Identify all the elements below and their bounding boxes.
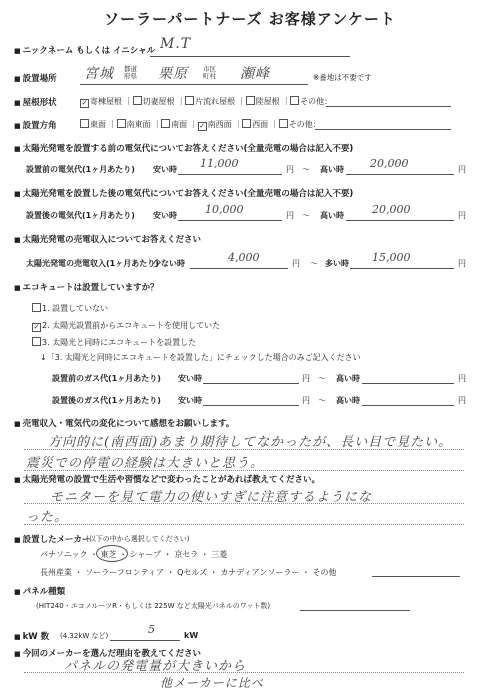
after-low-value[interactable]: 10,000 — [205, 203, 244, 216]
maker-other-line — [372, 576, 460, 577]
lifestyle-rule-1 — [24, 503, 464, 504]
lifestyle-line-1[interactable]: モニターを見て電力の使いすぎに注意するようにな — [50, 490, 373, 505]
eco-checkbox[interactable] — [32, 303, 41, 312]
after-sep: 〜 — [302, 211, 310, 220]
impression-rule-2 — [24, 470, 464, 471]
panel-line — [300, 610, 410, 611]
income-high-unit: 円 — [458, 259, 466, 268]
before-high-line — [346, 174, 454, 175]
direction-checkbox[interactable] — [279, 119, 288, 128]
direction-checkbox-checked[interactable]: ✓ — [199, 122, 206, 130]
address-city[interactable]: 栗原 — [158, 66, 188, 82]
maker-row-2[interactable]: 長州産業 ・ ソーラーフロンティア ・ Qセルズ ・ カナディアンソーラー ・ その他 — [40, 568, 337, 577]
maker-sharp[interactable]: シャープ — [129, 550, 162, 559]
gas-before-low-line — [203, 383, 299, 384]
address-underline — [80, 84, 308, 85]
address-label: ■ 設置場所 — [14, 72, 57, 84]
eco-option-2[interactable]: ✓ 2. 太陽光設置前からエコキュートを使用していた — [33, 321, 221, 331]
reason-rule-1 — [24, 672, 464, 673]
reason-section: ■ 今回のメーカーを選んだ理由を教えてください — [14, 647, 201, 659]
gas-after-sep: 〜 — [318, 396, 326, 405]
roof-checkbox-checked[interactable]: ✓ — [81, 99, 88, 107]
direction-other-line — [315, 129, 451, 130]
after-label: 設置後の電気代(1ヶ月あたり) — [26, 211, 135, 220]
income-section: ■ 太陽光発電の売電収入についてお答えください — [14, 233, 201, 245]
impression-line-2[interactable]: 震災での停電の経験は大きいと思う。 — [26, 456, 265, 471]
after-high-line — [346, 220, 454, 221]
direction-checkbox[interactable] — [242, 119, 251, 128]
kw-value[interactable]: 5 — [148, 623, 155, 636]
income-label: 太陽光発電の売電収入(1ヶ月あたり) — [26, 259, 159, 268]
after-low-label: 安い時 — [153, 211, 177, 220]
income-low-value[interactable]: 4,000 — [228, 251, 260, 264]
income-sep: 〜 — [310, 259, 318, 268]
before-low-label: 安い時 — [153, 165, 177, 174]
income-high-line — [350, 268, 454, 269]
eco-option-3[interactable]: 3. 太陽光と同時にエコキュートを設置した — [32, 337, 196, 348]
income-low-label: 少ない時 — [153, 259, 185, 268]
income-high-label: 多い時 — [325, 259, 349, 268]
panel-note: (HIT240・エコノルーツR・もしくは 225W など太陽光パネルのワット数) — [36, 602, 271, 610]
before-low-line — [178, 174, 282, 175]
after-low-line — [178, 220, 282, 221]
panel-section: ■ パネル種類 — [14, 585, 65, 597]
maker-mitsubishi[interactable]: 三菱 — [211, 550, 228, 559]
direction-label: ■ 設置方角 — [14, 119, 57, 131]
eco-checkbox-checked[interactable]: ✓ — [33, 323, 40, 331]
gas-after-high-unit: 円 — [458, 396, 466, 405]
income-high-value[interactable]: 15,000 — [372, 251, 411, 264]
maker-solar-frontier[interactable]: ソーラーフロンティア — [85, 568, 165, 577]
gas-after-label: 設置後のガス代(1ヶ月あたり) — [52, 396, 161, 405]
address-pref[interactable]: 宮城 — [84, 66, 114, 82]
nickname-underline — [150, 56, 350, 57]
before-section: ■ 太陽光発電を設置する前の電気代についてお答えください(全量売電の場合は記入不要) — [14, 142, 353, 154]
address-note: ※番地は不要です — [313, 73, 372, 82]
gas-after-low-label: 安い時 — [178, 396, 202, 405]
after-high-label: 高い時 — [320, 211, 344, 220]
maker-qcells[interactable]: Qセルズ — [177, 568, 208, 577]
roof-label: ■ 屋根形状 — [14, 96, 57, 108]
after-high-unit: 円 — [458, 211, 466, 220]
reason-line-2[interactable]: 他メーカーに比べ — [160, 676, 264, 690]
gas-after-unit: 円 — [302, 396, 310, 405]
gas-before-high-unit: 円 — [458, 374, 466, 383]
maker-section: ■ 設置したメーカー — [14, 533, 90, 545]
roof-checkbox[interactable] — [185, 96, 194, 105]
direction-checkbox[interactable] — [117, 119, 126, 128]
kw-line — [110, 640, 180, 641]
direction-checkbox[interactable] — [80, 119, 89, 128]
survey-title: ソーラーパートナーズ お客様アンケート — [104, 10, 396, 28]
nickname-label: ■ ニックネーム もしくは イニシャル — [14, 44, 155, 56]
before-low-unit: 円 — [286, 165, 294, 174]
direction-options[interactable]: 東面 ｜ 南東面 ｜ 南面 ｜ ✓ 南西面 ｜ 西面 ｜ その他： — [80, 119, 321, 131]
after-high-value[interactable]: 20,000 — [372, 203, 411, 216]
kw-label: ■ kW 数 — [14, 630, 49, 642]
maker-other[interactable]: その他 — [312, 568, 337, 577]
impression-section: ■ 売電収入・電気代の変化について感想をお願いします。 — [14, 417, 234, 429]
address-town[interactable]: 瀬峰 — [240, 66, 270, 82]
maker-canadian-solar[interactable]: カナディアンソーラー — [220, 568, 300, 577]
eco-note: ↓「3. 太陽光と同時にエコキュートを設置した」にチェックした場合のみご記入ください — [40, 353, 361, 362]
before-low-value[interactable]: 11,000 — [200, 157, 239, 170]
gas-after-low-line — [203, 405, 299, 406]
kw-unit: kW — [184, 631, 199, 640]
pref-kana: 都道府県 — [124, 65, 137, 80]
income-low-line — [190, 268, 288, 269]
before-high-value[interactable]: 20,000 — [370, 157, 409, 170]
maker-choshu[interactable]: 長州産業 — [40, 568, 72, 577]
gas-before-label: 設置前のガス代(1ヶ月あたり) — [52, 374, 161, 383]
gas-before-low-label: 安い時 — [178, 374, 202, 383]
maker-row-1[interactable]: パナソニック ・ 東芝 ・ シャープ ・ 京セラ ・ 三菱 — [40, 550, 228, 559]
roof-checkbox[interactable] — [290, 96, 299, 105]
eco-option-1[interactable]: 1. 設置していない — [32, 303, 108, 314]
before-high-unit: 円 — [458, 165, 466, 174]
gas-before-high-line — [362, 383, 454, 384]
before-label: 設置前の電気代(1ヶ月あたり) — [26, 165, 135, 174]
gas-before-high-label: 高い時 — [336, 374, 360, 383]
kw-example: (4.32kW など) — [60, 632, 109, 640]
maker-note: (以下の中から選択してください) — [86, 535, 190, 543]
roof-checkbox[interactable] — [133, 96, 142, 105]
lifestyle-rule-2 — [24, 524, 464, 525]
reason-line-1[interactable]: パネルの発電量が大きいから — [64, 659, 247, 674]
city-kana: 市区町村 — [203, 65, 216, 80]
maker-toshiba-selected[interactable]: 東芝 — [100, 550, 117, 559]
before-high-label: 高い時 — [320, 165, 344, 174]
eco-checkbox[interactable] — [32, 337, 41, 346]
roof-options[interactable]: ✓ 寄棟屋根 ｜ 切妻屋根 ｜ 片流れ屋根 ｜ 陸屋根 ｜ その他： — [81, 97, 333, 107]
impression-line-1[interactable]: 方向的に(南西面)あまり期待してなかったが、長い目で見たい。 — [48, 435, 453, 450]
gas-after-high-line — [362, 405, 454, 406]
lifestyle-line-2[interactable]: った。 — [26, 510, 69, 525]
nickname-value[interactable]: M.T — [160, 36, 192, 52]
gas-before-sep: 〜 — [318, 374, 326, 383]
roof-other-line — [326, 106, 451, 107]
gas-after-high-label: 高い時 — [336, 396, 360, 405]
before-sep: 〜 — [302, 165, 310, 174]
after-low-unit: 円 — [286, 211, 294, 220]
direction-checkbox[interactable] — [161, 119, 170, 128]
impression-rule-1 — [24, 449, 464, 450]
eco-section: ■ エコキュートは設置していますか？ — [14, 281, 159, 293]
maker-panasonic[interactable]: パナソニック — [40, 550, 88, 559]
lifestyle-section: ■ 太陽光発電の設置で生活や習慣などで変わったことがあれば教えてください。 — [14, 473, 320, 485]
selection-circle — [96, 545, 128, 562]
maker-kyocera[interactable]: 京セラ — [174, 550, 199, 559]
after-section: ■ 太陽光発電を設置した後の電気代についてお答えください(全量売電の場合は記入不要) — [14, 187, 353, 199]
income-low-unit: 円 — [292, 259, 300, 268]
gas-before-unit: 円 — [302, 374, 310, 383]
roof-checkbox[interactable] — [246, 96, 255, 105]
